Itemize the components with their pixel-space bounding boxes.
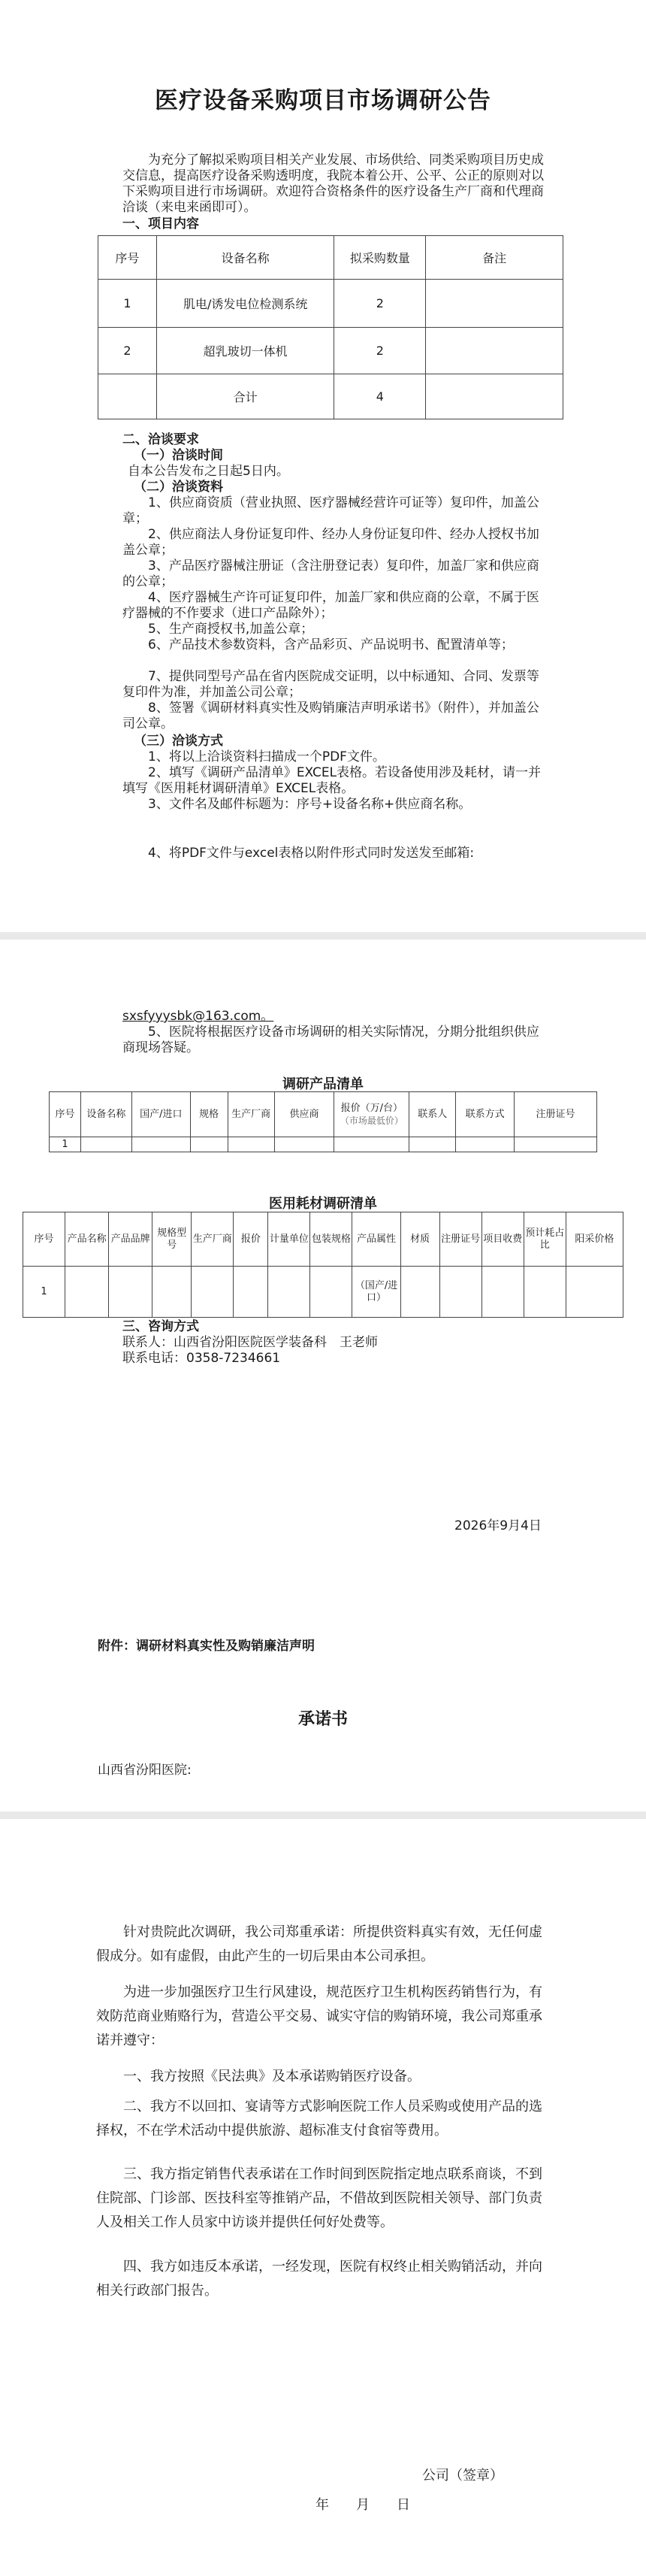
contact-person: 联系人：山西省汾阳医院医学装备科 王老师 xyxy=(122,1335,378,1350)
section-project-content: 一、项目内容 xyxy=(122,216,199,232)
consumable-table-title: 医用耗材调研清单 xyxy=(269,1196,377,1212)
attribute-cell: （国产/进口） xyxy=(352,1267,400,1318)
header-cell: 报价 xyxy=(234,1212,268,1267)
method-item: 2、填写《调研产品清单》EXCEL表格。若设备使用涉及耗材，请一并填写《医用耗材调研清单》EXCEL表格。 xyxy=(122,765,542,796)
subsection-time: （一）洽谈时间 xyxy=(134,448,223,463)
header-cell: 设备名称 xyxy=(80,1092,131,1137)
header-cell: 注册证号 xyxy=(439,1212,481,1267)
table-cell xyxy=(98,374,157,419)
table-row xyxy=(50,1137,597,1152)
method-item: 1、将以上洽谈资料扫描成一个PDF文件。 xyxy=(148,749,385,764)
document-title: 医疗设备采购项目市场调研公告 xyxy=(155,87,491,114)
time-body: 自本公告发布之日起5日内。 xyxy=(128,464,289,479)
total-label: 合计 xyxy=(156,374,334,419)
material-item: 4、医疗器械生产许可证复印件，加盖厂家和供应商的公章，不属于医疗器械的不作要求（进口产品除外）； xyxy=(122,590,539,621)
header-cell: 产品属性 xyxy=(352,1212,400,1267)
table-cell xyxy=(426,280,563,328)
material-item: 2、供应商法人身份证复印件、经办人身份证复印件、经办人授权书加盖公章； xyxy=(122,527,539,558)
section-consult: 三、咨询方式 xyxy=(122,1319,199,1334)
table-row xyxy=(23,1267,623,1318)
header-cell: 阳采价格 xyxy=(566,1212,623,1267)
header-cell: 序号 xyxy=(98,236,157,280)
material-item: 5、生产商授权书,加盖公章； xyxy=(148,622,314,637)
pledge-paragraph: 二、我方不以回扣、宴请等方式影响医院工作人员采购或使用产品的选择权，不在学术活动中提供旅游、超标准支付食宿等费用。 xyxy=(96,2099,542,2139)
table-cell: 肌电/诱发电位检测系统 xyxy=(156,280,334,328)
table-row-total xyxy=(98,374,563,419)
table-cell: 1 xyxy=(23,1267,65,1318)
notice-date: 2026年9月4日 xyxy=(454,1518,542,1533)
table-cell: 2 xyxy=(98,328,157,374)
header-cell: 材质 xyxy=(400,1212,439,1267)
header-cell: 产品品牌 xyxy=(109,1212,152,1267)
header-cell: 序号 xyxy=(23,1212,65,1267)
pledge-paragraph: 四、我方如违反本承诺，一经发现，医院有权终止相关购销活动，并向相关行政部门报告。 xyxy=(96,2259,542,2299)
table-cell xyxy=(426,374,563,419)
pledge-title: 承诺书 xyxy=(297,1710,348,1729)
header-cell: 联系方式 xyxy=(456,1092,515,1137)
header-cell-price xyxy=(334,1092,409,1137)
header-cell: 联系人 xyxy=(409,1092,456,1137)
section-requirements: 二、洽谈要求 xyxy=(122,432,199,447)
email-address[interactable]: sxsfyyysbk@163.com。 xyxy=(122,1009,274,1024)
material-item: 3、产品医疗器械注册证（含注册登记表）复印件，加盖厂家和供应商的公章； xyxy=(122,558,539,589)
contact-phone: 联系电话：0358-7234661 xyxy=(122,1351,281,1366)
table-cell: 1 xyxy=(50,1137,81,1152)
pledge-page xyxy=(0,1819,646,2576)
point-5: 5、医院将根据医疗设备市场调研的相关实际情况，分期分批组织供应商现场答疑。 xyxy=(122,1025,539,1055)
pledge-paragraph: 三、我方指定销售代表承诺在工作时间到医院指定地点联系商谈，不到住院部、门诊部、医技科室等推销产品，不借故到医院相关领导、部门负责人及相关工作人员家中访谈并提供任何好处费等。 xyxy=(96,2166,542,2230)
notice-page-1 xyxy=(0,0,646,932)
header-cell: 供应商 xyxy=(274,1092,334,1137)
company-seal: 公司（签章） xyxy=(422,2468,503,2484)
material-item: 8、签署《调研材料真实性及购销廉洁声明承诺书》（附件），并加盖公司公章。 xyxy=(122,701,539,731)
header-cell: 设备名称 xyxy=(156,236,334,280)
header-cell: 规格 xyxy=(190,1092,228,1137)
consumable-table xyxy=(23,1212,623,1318)
header-cell: 项目收费 xyxy=(481,1212,524,1267)
survey-table xyxy=(49,1091,597,1152)
header-cell: 规格型号 xyxy=(152,1212,192,1267)
material-item: 6、产品技术参数资料，含产品彩页、产品说明书、配置清单等； xyxy=(148,637,514,652)
header-cell: 预计耗占比 xyxy=(524,1212,566,1267)
price-header: 报价（万/台） xyxy=(340,1102,403,1114)
table-row xyxy=(98,328,563,374)
attachment-title: 附件：调研材料真实性及购销廉洁声明 xyxy=(98,1639,315,1654)
table-cell: 超乳玻切一体机 xyxy=(156,328,334,374)
signature-date: 年 月 日 xyxy=(315,2497,410,2513)
table-cell: 2 xyxy=(334,280,426,328)
pledge-addressee: 山西省汾阳医院: xyxy=(98,1763,192,1778)
subsection-methods: （三）洽谈方式 xyxy=(134,734,223,749)
subsection-materials: （二）洽谈资料 xyxy=(134,480,223,495)
table-cell: 2 xyxy=(334,328,426,374)
header-cell: 备注 xyxy=(426,236,563,280)
notice-page-2 xyxy=(0,940,646,1812)
price-note: （市场最低价） xyxy=(340,1115,403,1126)
table-row xyxy=(98,280,563,328)
pledge-paragraph: 一、我方按照《民法典》及本承诺购销医疗设备。 xyxy=(123,2069,421,2084)
method-item: 3、文件名及邮件标题为：序号+设备名称+供应商名称。 xyxy=(148,797,472,812)
pledge-paragraph: 为进一步加强医疗卫生行风建设，规范医疗卫生机构医药销售行为，有效防范商业贿赂行为，营造公平交易、诚实守信的购销环境，我公司郑重承诺并遵守： xyxy=(96,1984,542,2048)
method-item: 4、将PDF文件与excel表格以附件形式同时发送发至邮箱: xyxy=(148,846,475,861)
header-cell: 注册证号 xyxy=(515,1092,597,1137)
table-cell: 1 xyxy=(98,280,157,328)
header-cell: 生产厂商 xyxy=(228,1092,274,1137)
header-cell: 序号 xyxy=(50,1092,81,1137)
header-cell: 计量单位 xyxy=(268,1212,310,1267)
pledge-paragraph: 针对贵院此次调研，我公司郑重承诺：所提供资料真实有效，无任何虚假成分。如有虚假，由此产生的一切后果由本公司承担。 xyxy=(96,1924,542,1964)
material-item: 1、供应商资质（营业执照、医疗器械经营许可证等）复印件，加盖公章； xyxy=(122,495,539,526)
header-cell: 生产厂商 xyxy=(192,1212,234,1267)
header-cell: 产品名称 xyxy=(65,1212,109,1267)
header-cell: 拟采购数量 xyxy=(334,236,426,280)
total-value: 4 xyxy=(334,374,426,419)
intro-paragraph: 为充分了解拟采购项目相关产业发展、市场供给、同类采购项目历史成交信息，提高医疗设备采购透明度，我院本着公开、公平、公正的原则对以下采购项目进行市场调研。欢迎符合资格条件的医疗设备生产厂商和代理商洽谈（来电来函即可）。 xyxy=(122,153,544,215)
header-cell: 国产/进口 xyxy=(131,1092,190,1137)
table-cell xyxy=(426,328,563,374)
material-item: 7、提供同型号产品在省内医院成交证明，以中标通知、合同、发票等复印件为准，并加盖公司公章； xyxy=(122,669,539,700)
header-cell: 包装规格 xyxy=(310,1212,352,1267)
project-table xyxy=(98,235,563,419)
survey-table-title: 调研产品清单 xyxy=(282,1076,364,1092)
